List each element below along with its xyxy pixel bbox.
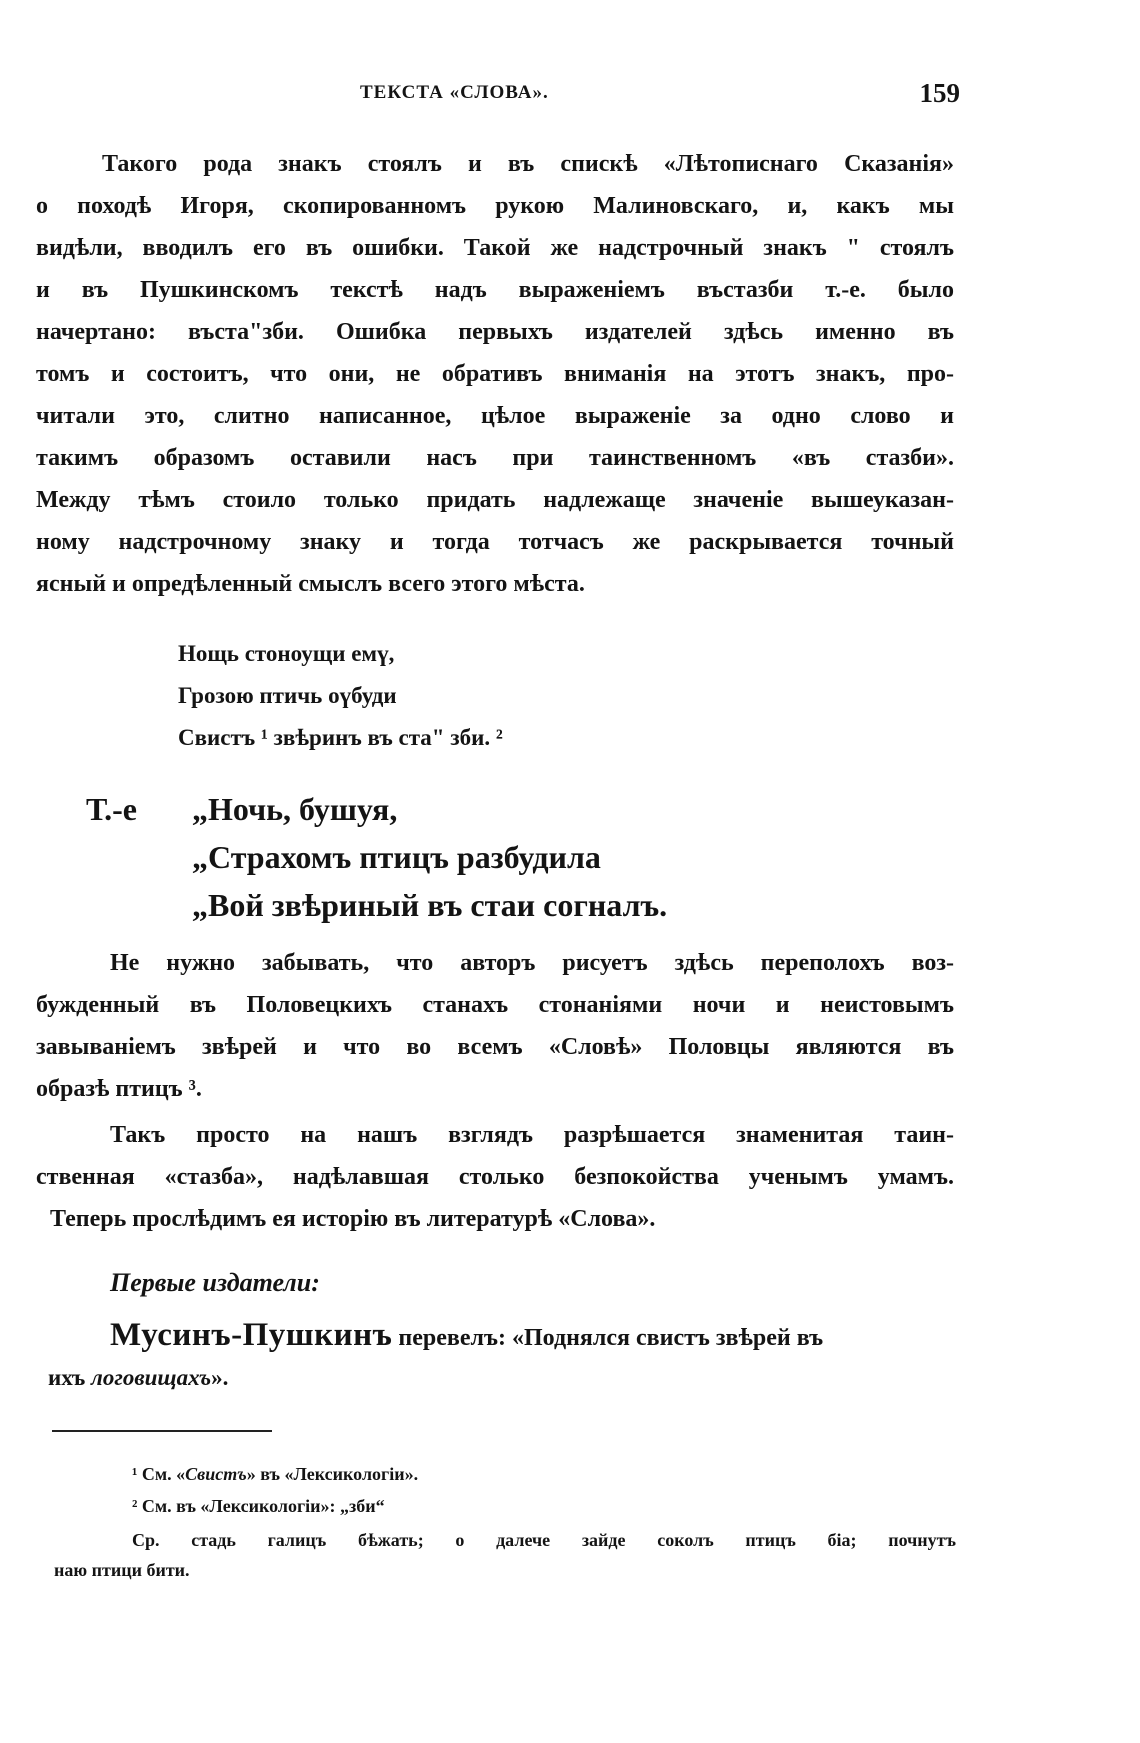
footnote-1-italic: Свистъ [185,1464,247,1484]
text-line: читали это, слитно написанное, цѣлое выраженіе за одно слово и [36,403,954,429]
text-line: такимъ образомъ оставили насъ при таинственномъ «въ стазби». [36,445,954,471]
translation-lines [192,785,667,929]
paragraph-2 [36,942,954,1110]
quote-line: Свистъ ¹ звѣринъ въ ста" зби. ² [178,725,503,750]
footnote-1 [132,1464,418,1485]
footnote-1-prefix: См. « [141,1464,186,1484]
footnote-line: наю птици бити. [54,1560,190,1580]
slavonic-quote [178,633,503,759]
section-label: Первые издатели: [110,1268,320,1297]
musin-continuation [48,1365,228,1391]
footnote-mark: ² [132,1496,138,1516]
text-line: томъ и состоитъ, что они, не обративъ вниманія на этотъ знакъ, про- [36,361,954,387]
text-line: образѣ птицъ ³. [36,1076,202,1102]
text-line: Такъ просто на нашъ взглядъ разрѣшается знаменитая таин- [110,1122,954,1148]
footnote-rule [52,1430,272,1432]
footnote-2 [132,1496,385,1517]
footnote-mark: ¹ [132,1464,138,1484]
text-line: начертано: въста"зби. Ошибка первыхъ издателей здѣсь именно въ [36,319,954,345]
musin-cont-prefix: ихъ [48,1365,86,1390]
text-line: бужденный въ Половецкихъ станахъ стонаніями ночи и неистовымъ [36,992,954,1018]
text-line: Теперь прослѣдимъ ея исторію въ литературѣ «Слова». [50,1206,656,1232]
footnote-1-suffix: » въ «Лексикологіи». [246,1464,419,1484]
text-line: ному надстрочному знаку и тогда тотчасъ же раскрывается точный [36,529,954,555]
footnote-line: Ср. стадь галицъ бѣжать; о далече зайде соколъ птицъ біа; почнутъ [132,1530,956,1550]
musin-pushkin-line [110,1312,956,1361]
translation-prefix: Т.-е [86,791,137,827]
musin-cont-italic: логовищахъ [91,1365,212,1390]
quote-line: Нощь стоноущи емү, [178,641,395,666]
translation-line: „Вой звѣриный въ стаи согналъ. [192,887,668,923]
paragraph-3 [36,1114,954,1240]
musin-text: перевелъ: «Поднялся свистъ звѣрей въ [398,1325,824,1351]
paragraph-1 [36,143,954,605]
running-head [0,78,1140,116]
footnote-3 [54,1525,956,1585]
text-line: и въ Пушкинскомъ текстѣ надъ выраженіемъ въстазби т.-е. было [36,277,954,303]
quote-line: Грозою птичь оүбуди [178,683,397,708]
text-line: Такого рода знакъ стоялъ и въ спискѣ «Лѣтописнаго Сказанія» [102,151,954,177]
author-name: Мусинъ-Пушкинъ [110,1317,393,1353]
running-head-title: ТЕКСТА «СЛОВА». [360,82,549,103]
text-line: видѣли, вводилъ его въ ошибки. Такой же надстрочный знакъ " стоялъ [36,235,954,261]
text-line: завываніемъ звѣрей и что во всемъ «Словѣ» Половцы являются въ [36,1034,954,1060]
text-line: ясный и опредѣленный смыслъ всего этого мѣста. [36,571,585,597]
musin-cont-suffix: ». [211,1365,229,1390]
translation-line: „Страхомъ птицъ разбудила [192,839,601,875]
footnote-2-text: См. въ «Лексикологіи»: „зби“ [141,1496,385,1516]
translation-line: „Ночь, бушуя, [192,791,398,827]
text-line: Не нужно забывать, что авторъ рисуетъ здѣсь переполохъ воз- [110,950,954,976]
text-line: ственная «стазба», надѣлавшая столько безпокойства ученымъ умамъ. [36,1164,954,1190]
text-line: о походѣ Игоря, скопированномъ рукою Малиновскаго, и, какъ мы [36,193,954,219]
page-number: 159 [919,78,960,108]
text-line: Между тѣмъ стоило только придать надлежаще значеніе вышеуказан- [36,487,954,513]
